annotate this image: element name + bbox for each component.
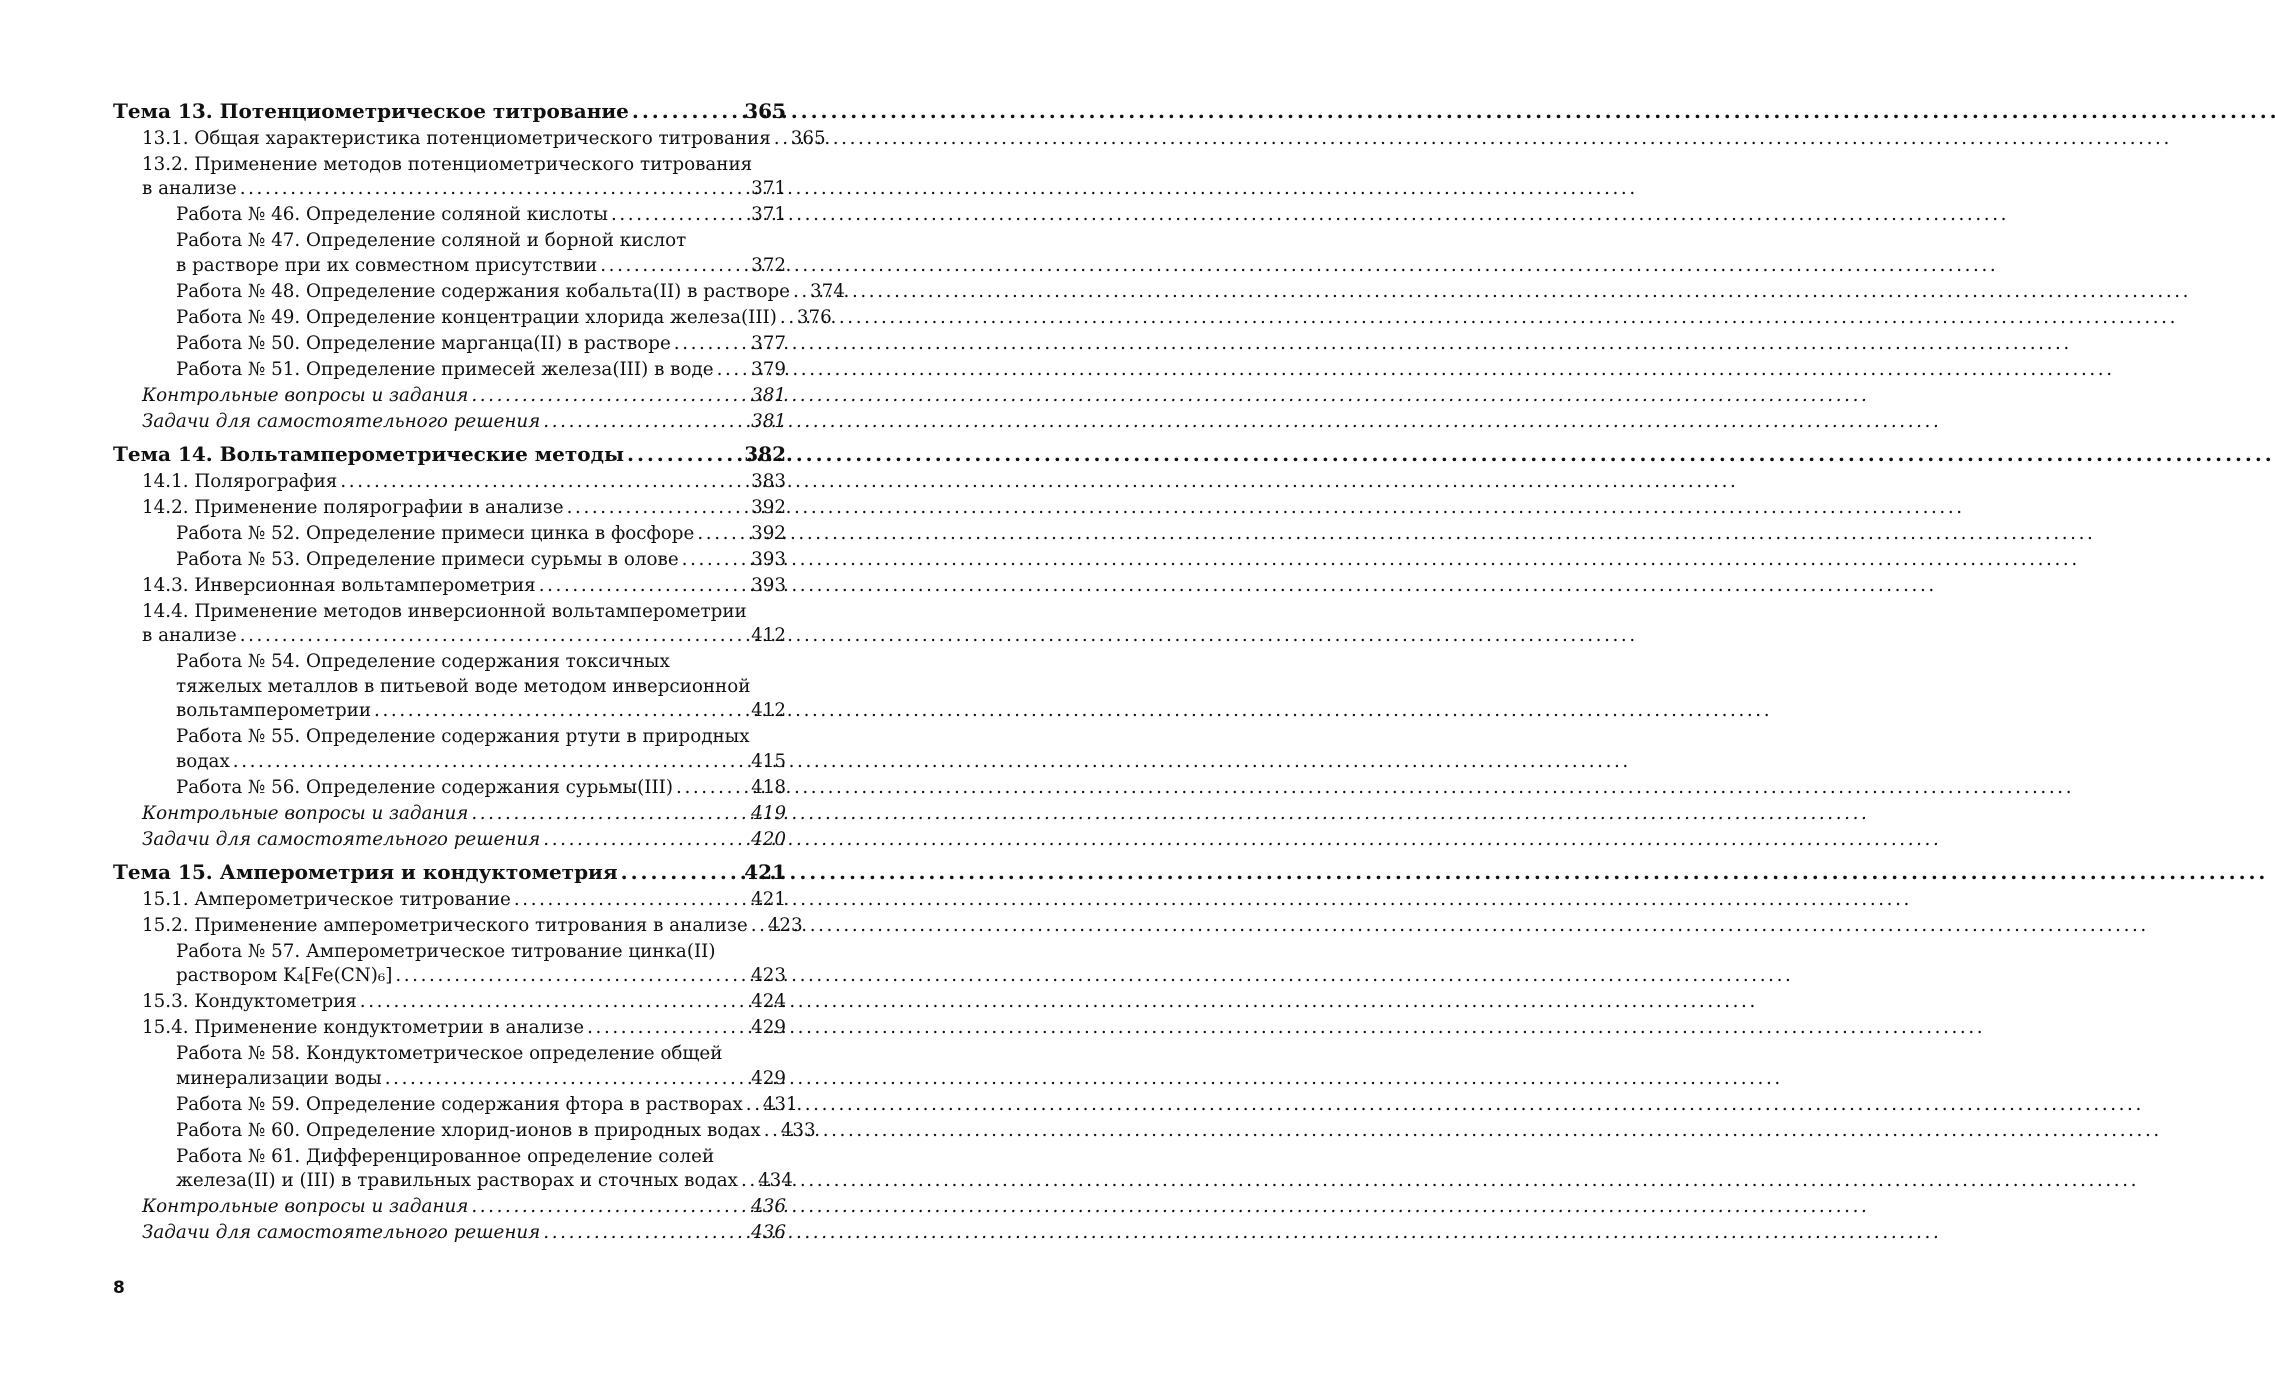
entry-line — [142, 1016, 786, 1041]
entry-line — [142, 177, 786, 202]
entry-line — [142, 127, 826, 152]
entry-page: 420 — [751, 828, 786, 850]
entry-text: Работа № 57. Амперометрическое титрование цинка(II) — [176, 940, 716, 962]
toc-entry-lab-work[interactable] — [113, 229, 786, 278]
entry-text: Работа № 59. Определение содержания фтора в растворах — [176, 1093, 743, 1115]
leader-dots — [627, 440, 741, 468]
entry-text: в растворе при их совместном присутствии — [176, 254, 598, 276]
entry-page: 418 — [751, 776, 786, 798]
entry-text: Контрольные вопросы и задания — [142, 802, 469, 824]
entry-text: минерализации воды — [176, 1067, 382, 1089]
entry-page: 393 — [751, 548, 786, 570]
entry-text: 14.1. Полярография — [142, 470, 338, 492]
toc-entry-lab-work[interactable] — [113, 548, 786, 573]
entry-line — [176, 776, 786, 801]
leader-dots — [340, 470, 748, 495]
leader-dots — [632, 97, 741, 125]
entry-text: Задачи для самостоятельного решения — [142, 410, 541, 432]
entry-text: 15.2. Применение амперометрического титрования в анализе — [142, 914, 748, 936]
entry-line — [142, 496, 786, 521]
entry-page: 392 — [751, 522, 786, 544]
leader-dots — [621, 858, 742, 886]
entry-line — [142, 470, 786, 495]
entry-text: Работа № 55. Определение содержания ртути в природных — [176, 726, 750, 747]
entry-text: 15.1. Амперометрическое титрование — [142, 888, 511, 910]
entry-page: 423 — [767, 914, 803, 936]
entry-text: водах — [176, 750, 230, 772]
entry-page: 381 — [751, 410, 786, 432]
entry-text: Контрольные вопросы и задания — [142, 384, 469, 406]
entry-line — [142, 153, 786, 178]
entry-line — [142, 888, 786, 913]
toc-entry-subsection[interactable] — [113, 600, 786, 649]
leader-dots — [543, 1221, 748, 1246]
entry-text: 13.2. Применение методов потенциометрического титрования — [142, 153, 753, 175]
toc-entry-subsection[interactable] — [113, 496, 786, 521]
toc-entry-lab-work[interactable] — [113, 280, 845, 305]
table-of-contents — [113, 97, 845, 1252]
entry-page: 415 — [751, 750, 786, 772]
entry-line — [176, 548, 786, 573]
toc-entry-subsection[interactable] — [113, 1016, 786, 1041]
entry-text: 14.4. Применение методов инверсионной вольтамперометрии — [142, 600, 747, 622]
entry-text: Работа № 52. Определение примеси цинка в фосфоре — [176, 522, 695, 544]
leader-dots — [751, 914, 765, 939]
entry-line — [176, 306, 832, 331]
entry-line — [176, 750, 786, 775]
entry-page: 392 — [751, 496, 786, 518]
leader-dots — [471, 1195, 748, 1220]
leader-dots — [395, 964, 748, 989]
entry-line — [142, 914, 803, 939]
entry-text: вольтамперометрии — [176, 700, 372, 721]
entry-line — [176, 964, 786, 989]
section-heading-line — [113, 97, 786, 125]
toc-entry-extra[interactable] — [113, 1195, 786, 1220]
leader-dots — [543, 828, 748, 853]
leader-dots — [717, 358, 749, 383]
entry-page: 429 — [751, 1017, 786, 1038]
entry-text: Работа № 46. Определение соляной кислоты — [176, 204, 608, 225]
toc-section — [113, 440, 786, 852]
entry-line — [142, 1221, 786, 1246]
toc-entry-subsection[interactable] — [113, 127, 826, 152]
entry-page: 383 — [751, 470, 786, 492]
entry-text: Работа № 56. Определение содержания сурьмы(III) — [176, 776, 674, 798]
toc-entry-lab-work[interactable] — [113, 1119, 816, 1144]
leader-dots — [764, 1119, 778, 1144]
section-heading[interactable] — [113, 858, 786, 886]
entry-line — [176, 675, 786, 700]
toc-section — [113, 97, 845, 434]
leader-dots — [240, 624, 748, 649]
leader-dots — [587, 1016, 748, 1041]
entry-page: 429 — [751, 1067, 786, 1089]
toc-entry-lab-work[interactable] — [113, 1093, 798, 1118]
entry-text: Работа № 51. Определение примесей железа(III) в воде — [176, 358, 714, 380]
toc-entry-extra[interactable] — [113, 828, 786, 853]
entry-line — [176, 358, 786, 383]
entry-line — [142, 802, 786, 827]
entry-text: Работа № 50. Определение марганца(II) в растворе — [176, 332, 671, 354]
toc-entry-extra[interactable] — [113, 384, 786, 409]
page-number: 8 — [113, 1278, 125, 1298]
section-page: 382 — [744, 442, 786, 466]
entry-line — [176, 280, 845, 305]
toc-entry-lab-work[interactable] — [113, 358, 786, 383]
toc-entry-subsection[interactable] — [113, 888, 786, 913]
leader-dots — [514, 888, 748, 913]
entry-text: 13.1. Общая характеристика потенциометрического титрования — [142, 127, 771, 149]
entry-text: Работа № 61. Дифференцированное определение солей — [176, 1145, 715, 1167]
leader-dots — [539, 574, 748, 599]
entry-line — [176, 522, 786, 547]
entry-page: 371 — [751, 178, 786, 199]
toc-entry-lab-work[interactable] — [113, 522, 786, 547]
entry-page: 434 — [757, 1170, 793, 1191]
toc-entry-lab-work[interactable] — [113, 776, 786, 801]
entry-line — [142, 600, 786, 625]
leader-dots — [682, 548, 748, 573]
toc-entry-lab-work[interactable] — [113, 332, 786, 357]
toc-entry-lab-work[interactable] — [113, 203, 786, 228]
section-page: 365 — [744, 99, 786, 123]
entry-line — [142, 410, 786, 435]
entry-line — [176, 1145, 786, 1170]
leader-dots — [543, 410, 748, 435]
toc-entry-subsection[interactable] — [113, 153, 786, 202]
entry-line — [142, 624, 786, 649]
entry-line — [142, 574, 786, 599]
entry-page: 412 — [751, 625, 786, 646]
entry-page: 372 — [751, 254, 786, 276]
toc-entry-subsection[interactable] — [113, 990, 786, 1015]
leader-dots — [374, 699, 748, 724]
entry-line — [142, 990, 786, 1015]
leader-dots — [741, 1169, 755, 1194]
entry-page: 436 — [751, 1196, 786, 1217]
leader-dots — [600, 254, 748, 279]
entry-page: 419 — [751, 802, 786, 824]
entry-line — [176, 229, 786, 254]
entry-line — [176, 699, 786, 724]
entry-line — [142, 1195, 786, 1220]
entry-text: Работа № 54. Определение содержания токсичных — [176, 651, 670, 672]
entry-page: 365 — [790, 127, 826, 149]
toc-entry-extra[interactable] — [113, 410, 786, 435]
leader-dots — [240, 177, 748, 202]
document-page — [0, 0, 900, 1382]
entry-line — [142, 384, 786, 409]
toc-entry-lab-work[interactable] — [113, 1145, 793, 1194]
entry-page: 423 — [751, 965, 786, 986]
entry-page: 431 — [762, 1093, 798, 1115]
entry-line — [176, 203, 786, 228]
section-heading[interactable] — [113, 440, 786, 468]
entry-text: Работа № 48. Определение содержания кобальта(II) в растворе — [176, 280, 790, 302]
entry-text: Контрольные вопросы и задания — [142, 1196, 469, 1217]
toc-entry-subsection[interactable] — [113, 914, 803, 939]
section-heading-line — [113, 440, 786, 468]
toc-entry-lab-work[interactable] — [113, 1042, 786, 1091]
entry-text: 14.3. Инверсионная вольтамперометрия — [142, 574, 536, 596]
entry-page: 424 — [751, 991, 786, 1012]
entry-page: 379 — [751, 358, 786, 380]
entry-text: 14.2. Применение полярографии в анализе — [142, 496, 564, 518]
leader-dots — [611, 203, 748, 228]
entry-text: тяжелых металлов в питьевой воде методом инверсионной — [176, 675, 751, 697]
entry-text: Задачи для самостоятельного решения — [142, 828, 541, 850]
entry-line — [176, 650, 786, 675]
leader-dots — [471, 802, 748, 827]
entry-page: 393 — [751, 574, 786, 596]
entry-text: Работа № 49. Определение концентрации хлорида железа(III) — [176, 306, 777, 328]
entry-text: Работа № 58. Кондуктометрическое определение общей — [176, 1043, 723, 1064]
section-page: 421 — [744, 860, 786, 884]
section-title: Тема 14. Вольтамперометрические методы — [113, 442, 625, 466]
toc-entry-lab-work[interactable] — [113, 306, 832, 331]
entry-line — [176, 940, 786, 965]
toc-entry-lab-work[interactable] — [113, 725, 786, 774]
entry-text: в анализе — [142, 625, 237, 646]
leader-dots — [360, 990, 748, 1015]
entry-text: в анализе — [142, 178, 237, 199]
leader-dots — [697, 522, 748, 547]
toc-entry-subsection[interactable] — [113, 470, 786, 495]
entry-line — [176, 1067, 786, 1092]
section-heading-line — [113, 858, 786, 886]
entry-line — [176, 332, 786, 357]
entry-line — [176, 725, 786, 750]
entry-page: 436 — [751, 1222, 786, 1243]
leader-dots — [676, 776, 748, 801]
entry-line — [142, 828, 786, 853]
entry-line — [176, 254, 786, 279]
section-title: Тема 15. Амперометрия и кондуктометрия — [113, 860, 618, 884]
leader-dots — [780, 306, 794, 331]
entry-line — [176, 1042, 786, 1067]
entry-page: 371 — [751, 204, 786, 225]
entry-line — [176, 1119, 816, 1144]
leader-dots — [674, 332, 748, 357]
toc-entry-lab-work[interactable] — [113, 940, 786, 989]
entry-text: Работа № 60. Определение хлорид-ионов в природных водах — [176, 1119, 761, 1141]
entry-page: 381 — [751, 384, 786, 406]
toc-entry-extra[interactable] — [113, 802, 786, 827]
toc-section — [113, 858, 816, 1246]
leader-dots — [385, 1067, 748, 1092]
entry-text: 15.4. Применение кондуктометрии в анализе — [142, 1017, 585, 1038]
leader-dots — [746, 1093, 760, 1118]
entry-page: 376 — [796, 306, 832, 328]
entry-text: Задачи для самостоятельного решения — [142, 1222, 541, 1243]
toc-entry-subsection[interactable] — [113, 574, 786, 599]
entry-text: Работа № 53. Определение примеси сурьмы в олове — [176, 548, 679, 570]
entry-line — [176, 1169, 793, 1194]
entry-page: 433 — [780, 1119, 816, 1141]
leader-dots — [233, 750, 748, 775]
entry-page: 421 — [751, 888, 786, 910]
entry-text: железа(II) и (III) в травильных растворах и сточных водах — [176, 1170, 738, 1191]
leader-dots — [774, 127, 788, 152]
leader-dots — [793, 280, 807, 305]
section-title: Тема 13. Потенциометрическое титрование — [113, 99, 629, 123]
toc-entry-extra[interactable] — [113, 1221, 786, 1246]
entry-page: 374 — [810, 280, 845, 302]
entry-text: 15.3. Кондуктометрия — [142, 991, 357, 1012]
entry-text: раствором K₄[Fe(CN)₆] — [176, 965, 393, 986]
entry-line — [176, 1093, 798, 1118]
leader-dots — [567, 496, 749, 521]
entry-page: 412 — [751, 700, 786, 721]
entry-text: Работа № 47. Определение соляной и борной кислот — [176, 230, 687, 251]
leader-dots — [471, 384, 748, 409]
toc-entry-lab-work[interactable] — [113, 650, 786, 724]
section-heading[interactable] — [113, 97, 786, 125]
entry-page: 377 — [751, 332, 786, 354]
